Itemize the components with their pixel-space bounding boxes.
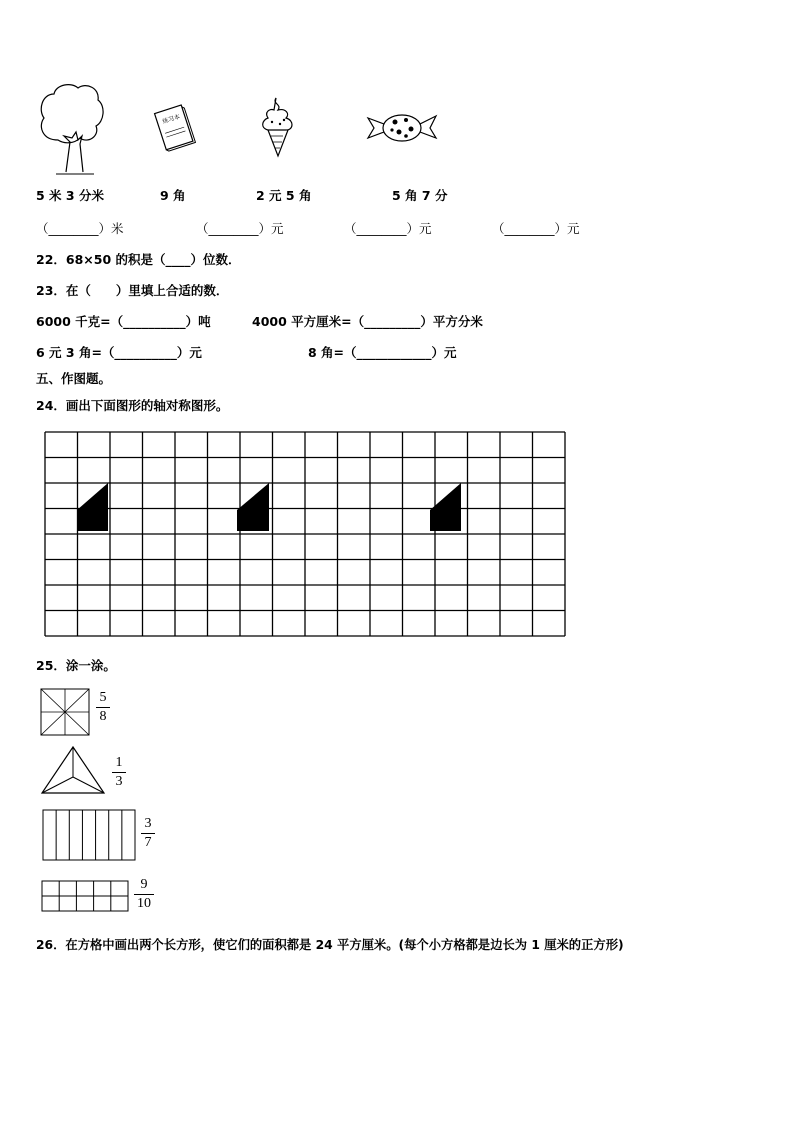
- tree-picture: [36, 80, 106, 176]
- q23-row1-left[interactable]: 6000 千克=（__________）吨: [36, 314, 211, 329]
- q23-row1-right[interactable]: 4000 平方厘米=（_________）平方分米: [252, 314, 483, 329]
- section-5-heading: 五、作图题。: [36, 371, 112, 386]
- notebook-label: 练习本: [161, 113, 181, 126]
- question-25: 25．涂一涂。: [36, 658, 116, 673]
- blank[interactable]: （________）: [196, 221, 272, 236]
- unit: 元: [567, 221, 580, 236]
- rectangle-tenths-figure[interactable]: [41, 880, 131, 912]
- notebook-picture: [152, 100, 198, 156]
- answer-blank-tree[interactable]: [36, 219, 124, 237]
- amount-notebook: 9 角: [160, 188, 186, 203]
- symmetry-grid[interactable]: [44, 431, 566, 637]
- unit: 元: [419, 221, 432, 236]
- numerator: 9: [140, 877, 148, 892]
- q23-row2-left[interactable]: 6 元 3 角=（__________）元: [36, 345, 202, 360]
- amount-tree: 5 米 3 分米: [36, 188, 104, 203]
- answer-blank-ice-cream[interactable]: [344, 219, 432, 237]
- denominator: 3: [115, 774, 123, 789]
- q23-row2-right[interactable]: 8 角=（____________）元: [308, 345, 457, 360]
- blank[interactable]: （________）: [344, 221, 420, 236]
- outline: [43, 810, 135, 860]
- denominator: 10: [137, 896, 151, 911]
- answer-blank-notebook[interactable]: [196, 219, 284, 237]
- question-24: 24．画出下面图形的轴对称图形。: [36, 398, 229, 413]
- numerator: 1: [115, 755, 123, 770]
- unit: 元: [271, 221, 284, 236]
- fraction-9-10: [134, 877, 154, 912]
- amount-candy: 5 角 7 分: [392, 188, 448, 203]
- question-22: 22．68×50 的积是（____）位数．: [36, 252, 241, 267]
- question-26: 26．在方格中画出两个长方形，使它们的面积都是 24 平方厘米。(每个小方格都是边长为 1 厘米的正方形): [36, 938, 624, 952]
- fraction-3-7: [141, 816, 155, 851]
- fraction-5-8: [96, 690, 110, 725]
- square-eighths-figure[interactable]: [40, 688, 90, 736]
- answer-blank-candy[interactable]: [492, 219, 580, 237]
- rectangle-sevenths-figure[interactable]: [42, 809, 138, 861]
- question-23: 23．在（ ）里填上合适的数．: [36, 283, 229, 298]
- triangle-thirds-figure[interactable]: [40, 745, 106, 795]
- unit: 米: [111, 221, 124, 236]
- numerator: 3: [144, 816, 152, 831]
- shape-2: [237, 483, 269, 531]
- amount-ice-cream: 2 元 5 角: [256, 188, 312, 203]
- ice-cream-picture: [256, 94, 302, 160]
- candy-picture: [366, 110, 438, 144]
- shape-1: [77, 483, 108, 531]
- fraction-1-3: [112, 755, 126, 790]
- denominator: 8: [99, 709, 107, 724]
- numerator: 5: [99, 690, 107, 705]
- blank[interactable]: （________）: [36, 221, 112, 236]
- denominator: 7: [144, 835, 152, 850]
- blank[interactable]: （________）: [492, 221, 568, 236]
